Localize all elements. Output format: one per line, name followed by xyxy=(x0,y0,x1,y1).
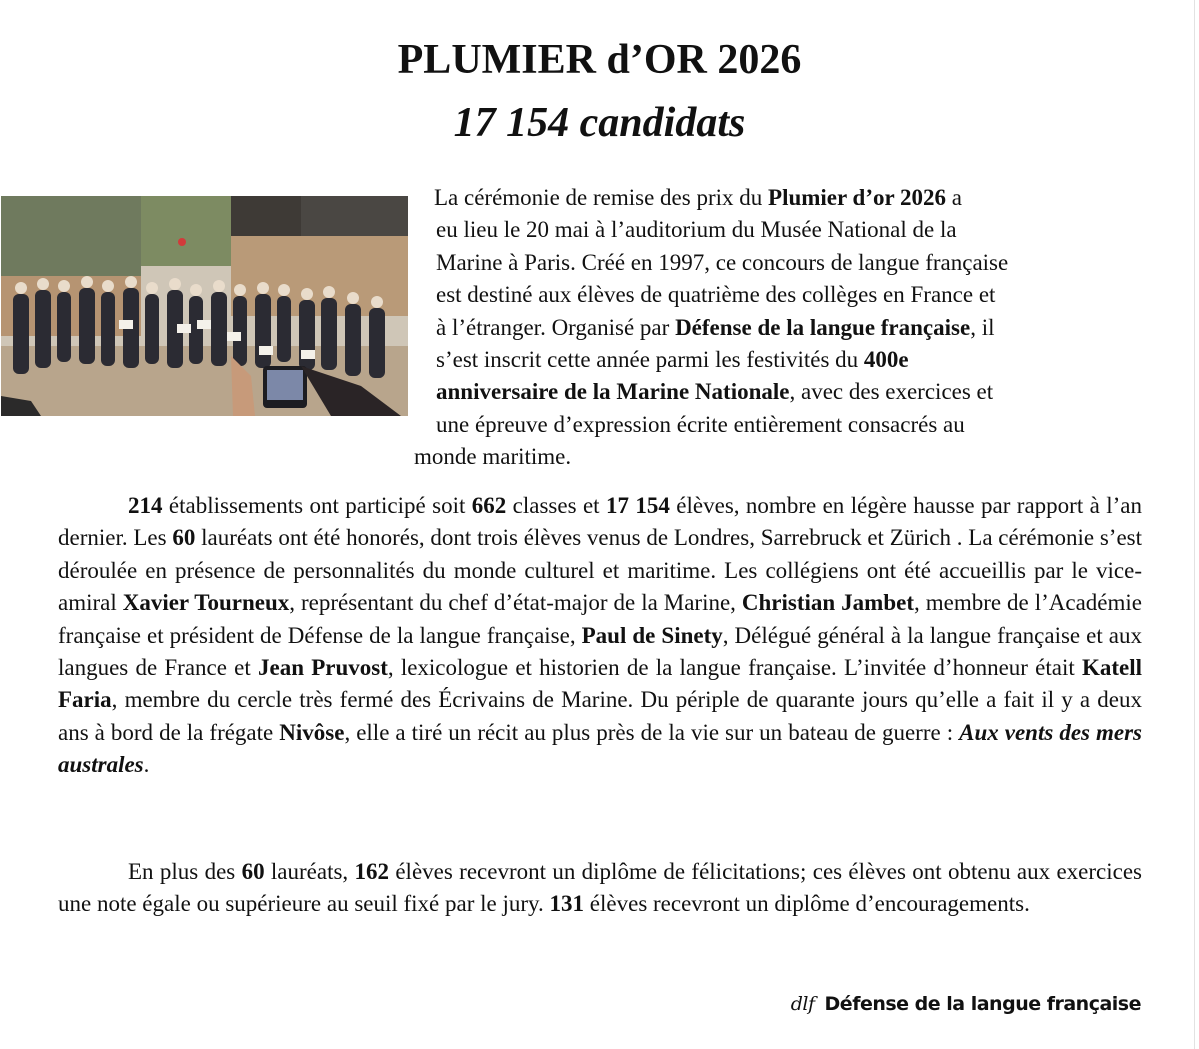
intro-paragraph xyxy=(414,182,1142,474)
intro-line-1: La cérémonie de remise des prix du Plumier d’or 2026 a xyxy=(434,185,963,210)
intro-line-2: eu lieu le 20 mai à l’auditorium du Musée National de la xyxy=(436,217,957,243)
intro-line-4: est destiné aux élèves de quatrième des collèges en France et xyxy=(436,282,996,308)
intro-line-9: monde maritime. xyxy=(414,444,572,470)
intro-line-7: anniversaire de la Marine Nationale, avec des exercices et xyxy=(436,379,994,405)
dlf-logo: dlf xyxy=(790,993,815,1015)
page-subtitle: 17 154 candidats xyxy=(453,100,746,146)
diplomas-paragraph: En plus des 60 lauréats, 162 élèves recevront un diplôme de félicitations; ces élèves ont obtenu aux exercices une note égale ou supérieure au seuil fixé par le jury. 131 élèves recevront un diplôme d’encouragements. xyxy=(58,859,1142,917)
book-title: Aux vents des mers australes xyxy=(58,719,1142,778)
page-title: PLUMIER d’OR 2026 xyxy=(397,37,802,83)
page-edge xyxy=(1194,0,1195,1049)
intro-line-8: une épreuve d’expression écrite entièrement consacrés au xyxy=(436,411,965,437)
intro-line-3: Marine à Paris. Créé en 1997, ce concours de langue française xyxy=(436,249,1009,275)
ceremony-photo-illustration xyxy=(1,196,408,416)
intro-line-5: à l’étranger. Organisé par Défense de la langue française, il xyxy=(436,314,995,340)
footer-label: Défense de la langue française xyxy=(824,993,1141,1015)
ceremony-photo xyxy=(1,196,408,416)
participation-paragraph: 214 établissements ont participé soit 662 classes et 17 154 élèves, nombre en légère hausse par rapport à l’an dernier. Les 60 lauréats ont été honorés, dont trois élèves venus de Londres, Sarrebruck et Zürich . La cérémonie s’est déroulée en présence de personnalités du monde culturel et maritime. Les collégiens ont été accueillis par le vice-amiral Xavier Tourneux, représentant du chef d’état-major de la Marine, Christian Jambet, membre de l’Académie française et président de Défense de la langue française, Paul de Sinety, Délégué général à la langue française et aux langues de France et Jean Pruvost, lexicologue et historien de la langue française. L’invitée d’honneur était Katell Faria, membre du cercle très fermé des Écrivains de Marine. Du périple de quarante jours qu’elle a fait il y a deux ans à bord de la frégate Nivôse, elle a tiré un récit au plus près de la vie sur un bateau de guerre : Aux vents des mers australes. xyxy=(58,493,1143,778)
footer-signature xyxy=(791,993,1141,1015)
intro-line-6: s’est inscrit cette année parmi les festivités du 400e xyxy=(436,347,909,373)
